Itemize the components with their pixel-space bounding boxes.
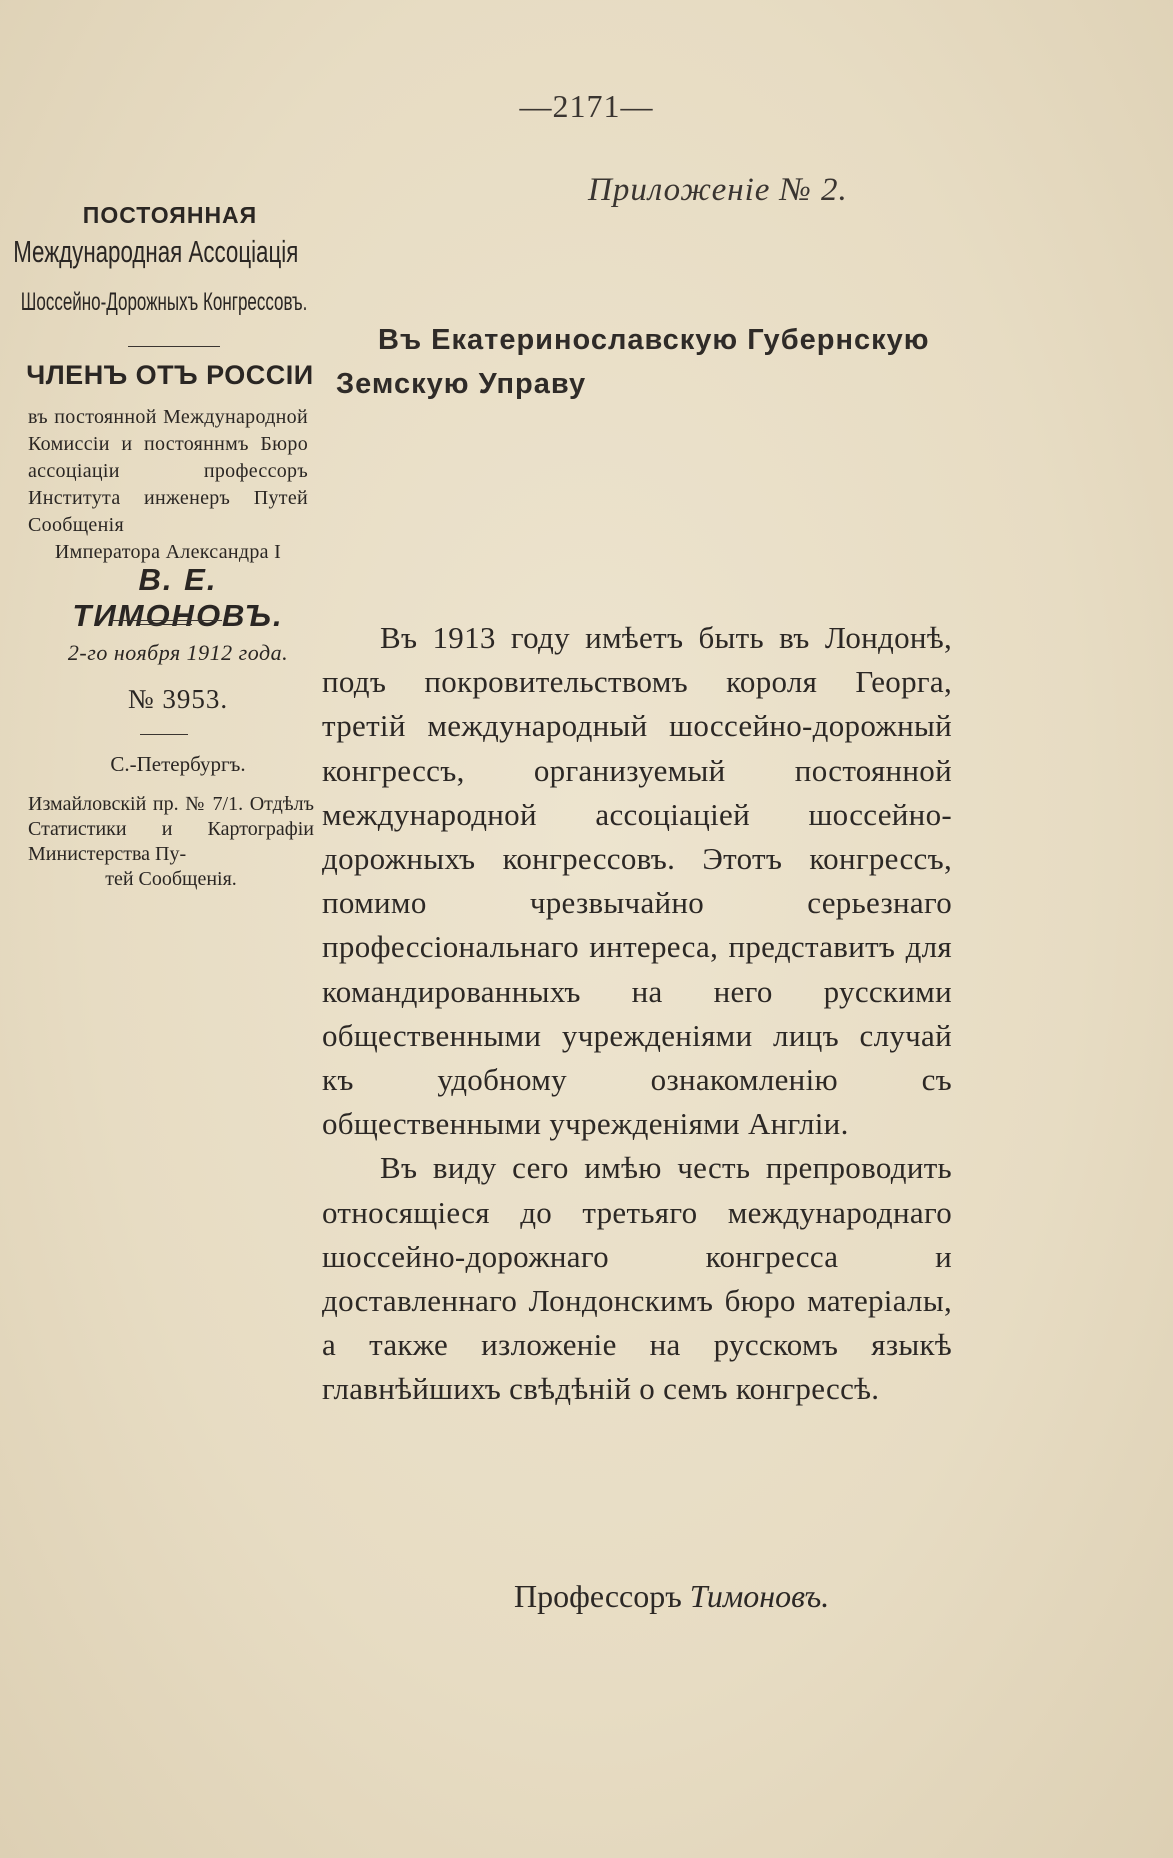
- appendix-label: Приложеніе № 2.: [588, 172, 848, 208]
- signature-name: Тимоновъ.: [689, 1578, 830, 1614]
- addressee-line2: Земскую Управу: [336, 368, 587, 400]
- letterhead-number: № 3953.: [127, 684, 229, 714]
- letterhead-line1: ПОСТОЯННАЯ: [82, 202, 258, 228]
- number-divider: [140, 734, 188, 735]
- signature: [514, 1578, 829, 1615]
- letter-body: [322, 616, 952, 1412]
- addressee-line1: Въ Екатеринославскую Губернскую: [378, 324, 930, 356]
- letterhead-signer: В. Е. ТИМОНОВЪ.: [72, 562, 284, 633]
- signer-divider-inner: [140, 624, 192, 625]
- letterhead-line2: Международная Ассоціація: [13, 234, 299, 269]
- letterhead-description-text: въ постоянной Международной Комиссіи и постояннмъ Бюро ассоціаціи профессоръ Института инженеръ Путей Сообщенія: [28, 406, 308, 536]
- body-paragraph-1: Въ 1913 году имѣетъ быть въ Лондонѣ, подъ покровительствомъ короля Георга, третій международный шоссейно-дорожный конгрессъ, организуемый постоянной международной ассоціаціей шоссейно-дорожныхъ конгрессовъ. Этотъ конгрессъ, помимо чрезвычайно серьезнаго профессіональнаго интереса, представитъ для командированныхъ на него русскими общественными учрежденіями лицъ случай къ удобному ознакомленію съ общественными учрежденіями Англіи.: [322, 620, 952, 1142]
- letterhead-member: ЧЛЕНЪ ОТЪ РОССІИ: [26, 360, 314, 390]
- signer-divider: [110, 620, 222, 621]
- addressee: [336, 318, 976, 406]
- letterhead-divider: [128, 346, 220, 347]
- letterhead-date: 2-го ноября 1912 года.: [67, 640, 289, 665]
- signature-title: Профессоръ: [514, 1578, 682, 1614]
- letterhead-description: [28, 404, 308, 566]
- letterhead-address-last: тей Сообщенія.: [105, 868, 237, 890]
- letterhead-description-last: Императора Александра I: [54, 541, 282, 563]
- letterhead-address: [28, 792, 314, 892]
- letterhead-address-text: Измайловскій пр. № 7/1. Отдѣлъ Статистики и Картографіи Министерства Пу-: [28, 793, 314, 865]
- page-number: —2171—: [519, 88, 654, 124]
- letterhead-line3: Шоссейно-Дорожныхъ Конгрессовъ.: [20, 288, 308, 316]
- body-paragraph-2: Въ виду сего имѣю честь препроводить относящіеся до третьяго международнаго шоссейно-дорожнаго конгресса и доставленнаго Лондонскимъ бюро матеріалы, а также изложеніе на русскомъ языкѣ главнѣйшихъ свѣдѣній о семъ конгрессѣ.: [322, 1150, 952, 1407]
- letterhead-city: С.-Петербургъ.: [110, 752, 246, 776]
